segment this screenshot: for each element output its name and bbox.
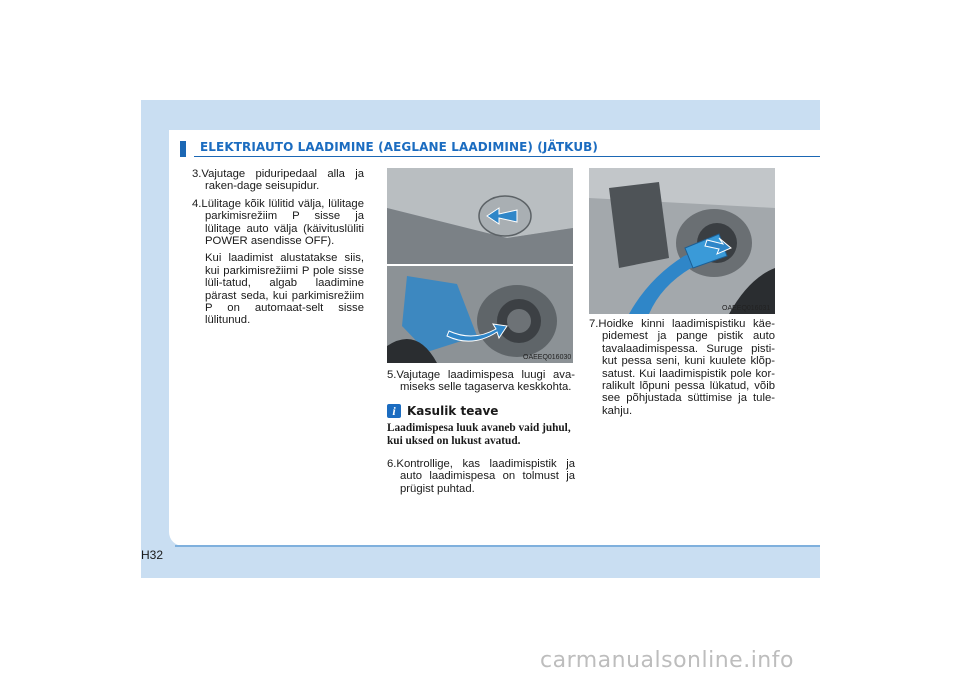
image-2-code: OAEEQ016031 bbox=[722, 305, 771, 312]
section-marker bbox=[180, 141, 186, 157]
charging-door-illustration-bottom bbox=[387, 266, 573, 363]
column-3 bbox=[589, 318, 775, 422]
info-icon: i bbox=[387, 404, 401, 418]
charging-plug-illustration bbox=[589, 168, 775, 314]
step-4: 4.Lülitage kõik lülitid välja, lülitage parkimisrežiim P sisse ja lülitage auto välja (käivituslüliti POWER asendisse OFF). bbox=[192, 197, 364, 248]
image-1-code: OAEEQ016030 bbox=[523, 354, 572, 361]
section-header bbox=[180, 141, 820, 159]
watermark: carmanualsonline.info bbox=[540, 648, 794, 673]
page-bottom-rule bbox=[175, 545, 820, 547]
charging-door-illustration-top bbox=[387, 168, 573, 264]
info-box-header bbox=[387, 404, 575, 418]
info-text: Laadimispesa luuk avaneb vaid juhul, kui uksed on lukust avatud. bbox=[387, 421, 571, 447]
section-rule bbox=[194, 156, 820, 157]
column-2 bbox=[387, 369, 575, 500]
step-7: 7.Hoidke kinni laadimispistiku käe-pidemest ja pange pistik auto tavalaadimispessa. Suruge pisti-kut pessa seni, kuni kuulete klõp-satust. Kui laadimispistik pole kor-ralikult lõpuni pessa lükatud, võib see põhjustada süttimise ja tule-kahju. bbox=[589, 318, 775, 417]
charging-door-photo-top bbox=[387, 168, 573, 264]
step-3: 3.Vajutage piduripedaal alla ja raken-dage seisupidur. bbox=[192, 168, 364, 193]
step-5: 5.Vajutage laadimispesa luugi ava-miseks selle tagaserva keskkohta. bbox=[387, 369, 575, 394]
column-1 bbox=[192, 168, 364, 327]
charging-door-photo-bottom bbox=[387, 266, 573, 363]
step-4-note: Kui laadimist alustatakse siis, kui parkimisrežiimi P pole sisse lüli-tatud, algab laadimine pärast seda, kui parkimisrežiim P on automaat-selt sisse lülitunud. bbox=[205, 252, 364, 327]
step-6: 6.Kontrollige, kas laadimispistik ja auto laadimispesa on tolmust ja prügist puhtad. bbox=[387, 457, 575, 495]
info-title: Kasulik teave bbox=[407, 403, 499, 418]
page-number: H32 bbox=[141, 548, 164, 562]
section-title: ELEKTRIAUTO LAADIMINE (AEGLANE LAADIMINE) (JÄTKUB) bbox=[200, 140, 599, 154]
charging-plug-photo bbox=[589, 168, 775, 314]
